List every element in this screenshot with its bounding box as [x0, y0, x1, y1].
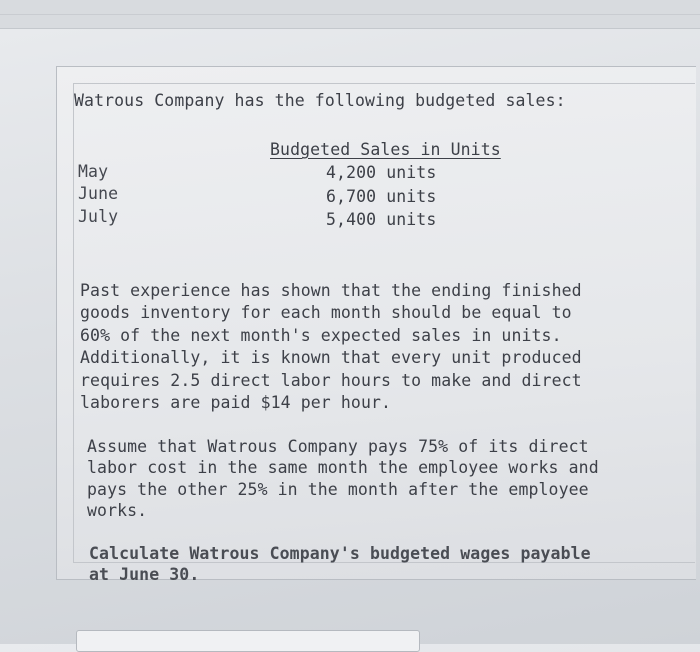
divider: [0, 14, 700, 15]
paragraph-line: Assume that Watrous Company pays 75% of its direct: [87, 436, 589, 456]
inventory-labor-paragraph: [80, 257, 582, 437]
table-row-month: May: [78, 162, 109, 181]
paragraph-line: pays the other 25% in the month after the employee: [87, 479, 589, 499]
table-row-month: July: [78, 207, 119, 226]
intro-text: Watrous Company has the following budgeted sales:: [74, 91, 566, 110]
paragraph-line: Additionally, it is known that every unit produced: [80, 348, 582, 367]
question-line: Calculate Watrous Company's budgeted wages payable: [89, 544, 591, 563]
table-row-units: 5,400 units: [326, 210, 437, 229]
answer-input[interactable]: [76, 630, 420, 652]
table-row-month: June: [78, 184, 119, 203]
paragraph-line: requires 2.5 direct labor hours to make and direct: [80, 370, 582, 390]
paragraph-line: labor cost in the same month the employee works and: [87, 458, 599, 477]
paragraph-line: goods inventory for each month should be equal to: [80, 303, 572, 322]
question-line: at June 30.: [89, 565, 200, 584]
paragraph-line: laborers are paid $14 per hour.: [80, 393, 392, 412]
sales-table-header: Budgeted Sales in Units: [270, 140, 501, 159]
table-row-units: 4,200 units: [326, 163, 437, 182]
paragraph-line: works.: [87, 501, 148, 520]
question-text: [89, 522, 591, 606]
table-row-units: 6,700 units: [326, 187, 437, 206]
paragraph-line: Past experience has shown that the ending finished: [80, 280, 582, 300]
paragraph-line: 60% of the next month's expected sales in units.: [80, 325, 562, 345]
